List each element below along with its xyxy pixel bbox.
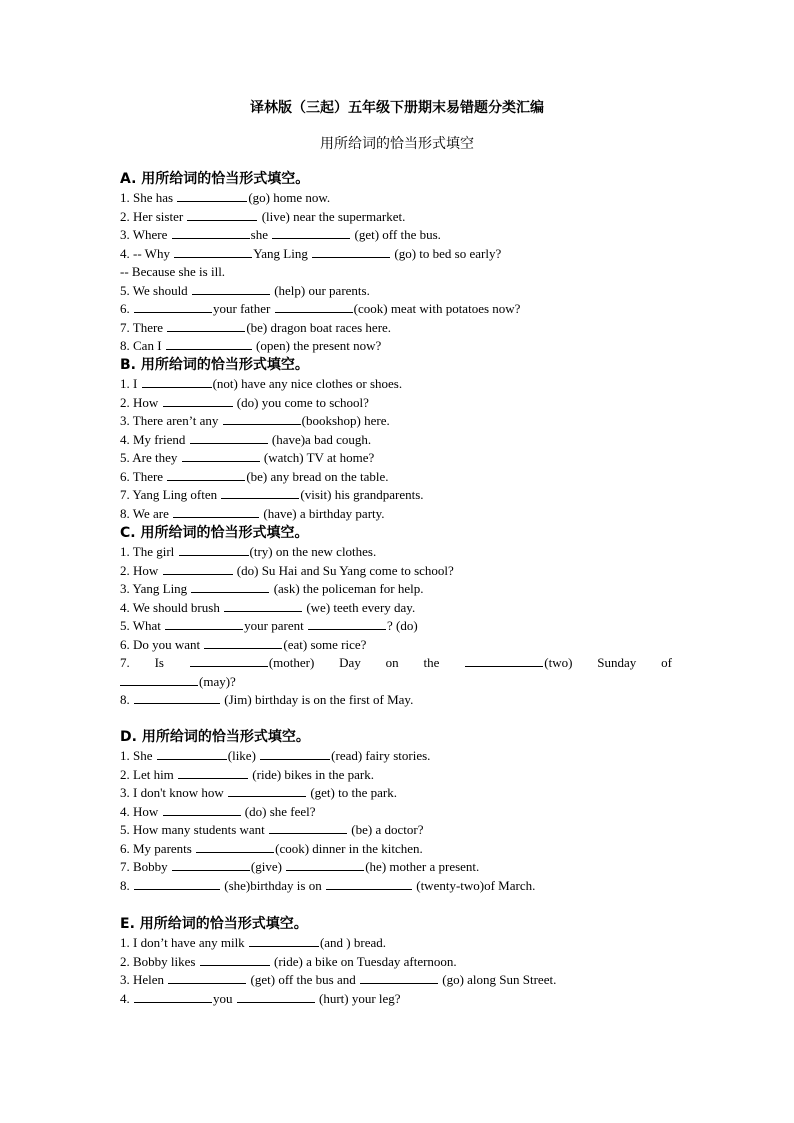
line-text: 5. How many students want xyxy=(120,822,269,837)
answer-blank[interactable] xyxy=(312,245,390,258)
answer-blank[interactable] xyxy=(134,300,212,313)
section-heading: C. 用所给词的恰当形式填空。 xyxy=(120,525,309,541)
line-text: (cook) meat with potatoes now? xyxy=(353,301,521,316)
exercise-line xyxy=(120,821,680,840)
answer-blank[interactable] xyxy=(174,245,252,258)
answer-blank[interactable] xyxy=(269,821,347,834)
line-text: 5. What xyxy=(120,618,165,633)
line-text: (go) home now. xyxy=(248,190,331,205)
line-text: (read) fairy stories. xyxy=(331,748,431,763)
answer-blank[interactable] xyxy=(157,747,227,760)
answer-blank[interactable] xyxy=(172,858,250,871)
section-heading: D. 用所给词的恰当形式填空。 xyxy=(120,729,310,745)
line-text: 7. There xyxy=(120,319,167,335)
line-text: Day xyxy=(339,655,361,670)
line-text: (we) teeth every day. xyxy=(303,599,416,615)
line-text: 4. -- Why xyxy=(120,245,174,261)
line-text: 2. Her sister xyxy=(120,208,187,224)
answer-blank[interactable] xyxy=(228,784,306,797)
answer-blank[interactable] xyxy=(178,766,248,779)
answer-blank[interactable] xyxy=(163,562,233,575)
exercise-line xyxy=(120,263,680,282)
line-text: 8. We are xyxy=(120,505,173,521)
line-text: your father xyxy=(213,301,274,316)
line-text: 8. xyxy=(120,877,133,893)
line-text: 2. How xyxy=(120,562,162,578)
answer-blank[interactable] xyxy=(275,300,353,313)
line-text: the xyxy=(423,655,440,670)
answer-blank[interactable] xyxy=(165,617,243,630)
line-text: (go) to bed so early? xyxy=(391,245,502,261)
line-text: 1. She xyxy=(120,748,156,763)
answer-blank[interactable] xyxy=(249,934,319,947)
answer-blank[interactable] xyxy=(465,654,543,667)
line-text: 2. Let him xyxy=(120,766,178,782)
line-text: (Jim) birthday is on the first of May. xyxy=(221,692,414,707)
answer-blank[interactable] xyxy=(191,580,269,593)
exercise-line xyxy=(120,245,680,264)
line-text: (have) a birthday party. xyxy=(260,505,385,521)
line-text: (visit) his grandparents. xyxy=(300,487,424,502)
line-text: 8. Can I xyxy=(120,338,165,353)
line-text: (cook) dinner in the kitchen. xyxy=(275,840,423,856)
line-text: 4. How xyxy=(120,803,162,819)
answer-blank[interactable] xyxy=(326,877,412,890)
answer-blank[interactable] xyxy=(196,840,274,853)
exercise-line xyxy=(120,990,680,1009)
line-text: 1. The girl xyxy=(120,544,178,559)
exercise-line xyxy=(120,636,680,655)
line-text: of xyxy=(661,655,672,670)
line-text: 1. I xyxy=(120,376,141,391)
line-text: 3. There aren’t any xyxy=(120,413,222,428)
line-text: (live) near the supermarket. xyxy=(258,208,406,224)
answer-blank[interactable] xyxy=(224,599,302,612)
line-text: (be) dragon boat races here. xyxy=(246,319,392,335)
exercise-line xyxy=(120,394,680,413)
line-text: 6. There xyxy=(120,468,167,484)
line-text: (go) along Sun Street. xyxy=(438,972,557,987)
section-c xyxy=(120,524,680,710)
page-title: 译林版（三起）五年级下册期末易错题分类汇编 xyxy=(250,100,544,116)
line-text: (do) Su Hai and Su Yang come to school? xyxy=(233,562,454,578)
answer-blank[interactable] xyxy=(360,971,438,984)
exercise-line xyxy=(120,784,680,803)
line-text: 7. Bobby xyxy=(120,859,171,874)
line-text: 3. Where xyxy=(120,227,171,242)
line-text: (get) off the bus. xyxy=(351,227,441,242)
answer-blank[interactable] xyxy=(163,803,241,816)
line-text: 3. Yang Ling xyxy=(120,581,191,596)
answer-blank[interactable] xyxy=(223,412,301,425)
exercise-line xyxy=(120,431,680,450)
line-text: 5. Are they xyxy=(120,450,181,465)
answer-blank[interactable] xyxy=(190,431,268,444)
exercise-line xyxy=(120,337,680,356)
exercise-line xyxy=(120,877,680,896)
answer-blank[interactable] xyxy=(204,636,282,649)
line-text: 3. Helen xyxy=(120,972,168,987)
line-text: 2. Bobby likes xyxy=(120,953,199,969)
answer-blank[interactable] xyxy=(172,226,250,239)
section-b xyxy=(120,356,680,523)
line-text: 4. xyxy=(120,990,133,1006)
line-text: (ride) bikes in the park. xyxy=(249,766,374,782)
line-text: (ride) a bike on Tuesday afternoon. xyxy=(270,953,457,969)
exercise-line xyxy=(120,375,680,394)
line-text: 2. How xyxy=(120,394,162,410)
exercise-line xyxy=(120,971,680,990)
answer-blank[interactable] xyxy=(187,208,257,221)
answer-blank[interactable] xyxy=(272,226,350,239)
answer-blank[interactable] xyxy=(173,505,259,518)
line-text: 4. We should brush xyxy=(120,599,224,615)
section-e xyxy=(120,915,680,1008)
answer-blank[interactable] xyxy=(134,990,212,1003)
line-text: you xyxy=(213,990,236,1006)
exercise-line xyxy=(120,691,680,710)
line-text: (ask) the policeman for help. xyxy=(270,581,424,596)
line-text: (hurt) your leg? xyxy=(315,990,401,1006)
line-text: (mother) xyxy=(268,655,315,670)
answer-blank[interactable] xyxy=(167,468,245,481)
exercise-line xyxy=(120,617,680,636)
line-text: ? (do) xyxy=(386,618,418,633)
line-text: (bookshop) here. xyxy=(301,413,390,428)
line-text: 1. She has xyxy=(120,190,177,205)
exercise-line xyxy=(120,505,680,524)
line-text: 6. xyxy=(120,301,133,316)
exercise-line xyxy=(120,226,680,245)
line-text: 1. I don’t have any milk xyxy=(120,935,248,950)
line-text: (two) xyxy=(544,655,573,670)
answer-blank[interactable] xyxy=(260,747,330,760)
line-text: 5. We should xyxy=(120,282,191,298)
exercise-line xyxy=(120,840,680,859)
line-text: (watch) TV at home? xyxy=(260,450,375,465)
line-text: Yang Ling xyxy=(253,245,312,261)
answer-blank[interactable] xyxy=(179,543,249,556)
answer-blank[interactable] xyxy=(190,654,268,667)
line-text: 3. I don't know how xyxy=(120,785,228,800)
line-text: -- Because she is ill. xyxy=(120,264,226,279)
line-text: (not) have any nice clothes or shoes. xyxy=(212,376,403,391)
section-heading: E. 用所给词的恰当形式填空。 xyxy=(120,916,308,932)
answer-blank[interactable] xyxy=(182,449,260,462)
line-text: (and ) bread. xyxy=(319,935,386,950)
answer-blank[interactable] xyxy=(308,617,386,630)
line-text: 7. Yang Ling often xyxy=(120,487,221,502)
exercise-line xyxy=(120,599,680,618)
answer-blank[interactable] xyxy=(200,953,270,966)
line-text: (give) xyxy=(250,859,286,874)
line-text: (get) to the park. xyxy=(307,785,397,800)
exercise-line xyxy=(120,654,672,673)
line-text: (like) xyxy=(227,748,260,763)
section-d xyxy=(120,728,680,895)
line-text: 4. My friend xyxy=(120,431,189,447)
line-text: (he) mother a present. xyxy=(365,859,480,874)
page-subtitle: 用所给词的恰当形式填空 xyxy=(320,136,474,152)
line-text: (twenty-two)of March. xyxy=(412,877,536,893)
section-a xyxy=(120,170,680,356)
answer-blank[interactable] xyxy=(177,189,247,202)
exercise-line xyxy=(120,208,680,227)
line-text: (be) any bread on the table. xyxy=(246,468,389,484)
answer-blank[interactable] xyxy=(286,858,364,871)
line-text: your parent xyxy=(244,618,307,633)
answer-blank[interactable] xyxy=(163,394,233,407)
exercise-line xyxy=(120,580,680,599)
exercise-line xyxy=(120,953,680,972)
line-text: (may)? xyxy=(199,673,236,689)
answer-blank[interactable] xyxy=(120,673,198,686)
line-text: she xyxy=(250,227,272,242)
exercise-line xyxy=(120,747,680,766)
line-text: (do) you come to school? xyxy=(233,394,369,410)
answer-blank[interactable] xyxy=(221,486,299,499)
line-text: 7. xyxy=(120,655,130,670)
line-text: 8. xyxy=(120,692,133,707)
answer-blank[interactable] xyxy=(166,337,252,350)
exercise-line xyxy=(120,562,680,581)
line-text: (eat) some rice? xyxy=(283,636,367,652)
answer-blank[interactable] xyxy=(167,319,245,332)
exercise-line xyxy=(120,319,680,338)
exercise-line xyxy=(120,486,680,505)
answer-blank[interactable] xyxy=(237,990,315,1003)
line-text: on xyxy=(385,655,399,670)
section-heading: B. 用所给词的恰当形式填空。 xyxy=(120,357,309,373)
answer-blank[interactable] xyxy=(134,877,220,890)
line-text: Sunday xyxy=(597,655,637,670)
exercise-line xyxy=(120,449,680,468)
section-heading: A. 用所给词的恰当形式填空。 xyxy=(120,171,310,187)
exercise-line xyxy=(120,543,680,562)
exercise-line xyxy=(120,934,680,953)
answer-blank[interactable] xyxy=(192,282,270,295)
line-text: (help) our parents. xyxy=(270,282,370,298)
answer-blank[interactable] xyxy=(168,971,246,984)
line-text: 6. My parents xyxy=(120,840,196,856)
exercise-line xyxy=(120,412,680,431)
exercise-line xyxy=(120,300,680,319)
exercise-line xyxy=(120,858,680,877)
exercise-line xyxy=(120,468,680,487)
line-text: (she)birthday is on xyxy=(221,877,325,893)
exercise-line xyxy=(120,673,680,692)
line-text: (have)a bad cough. xyxy=(268,431,372,447)
answer-blank[interactable] xyxy=(142,375,212,388)
exercise-line xyxy=(120,282,680,301)
exercise-line xyxy=(120,766,680,785)
exercise-line xyxy=(120,803,680,822)
line-text: (be) a doctor? xyxy=(348,822,424,837)
exercise-line xyxy=(120,189,680,208)
answer-blank[interactable] xyxy=(134,691,220,704)
line-text: (get) off the bus and xyxy=(247,972,359,987)
line-text: (open) the present now? xyxy=(252,338,382,353)
line-text: (try) on the new clothes. xyxy=(249,544,377,559)
line-text: Is xyxy=(154,655,164,670)
line-text: 6. Do you want xyxy=(120,636,204,652)
line-text: (do) she feel? xyxy=(241,803,316,819)
